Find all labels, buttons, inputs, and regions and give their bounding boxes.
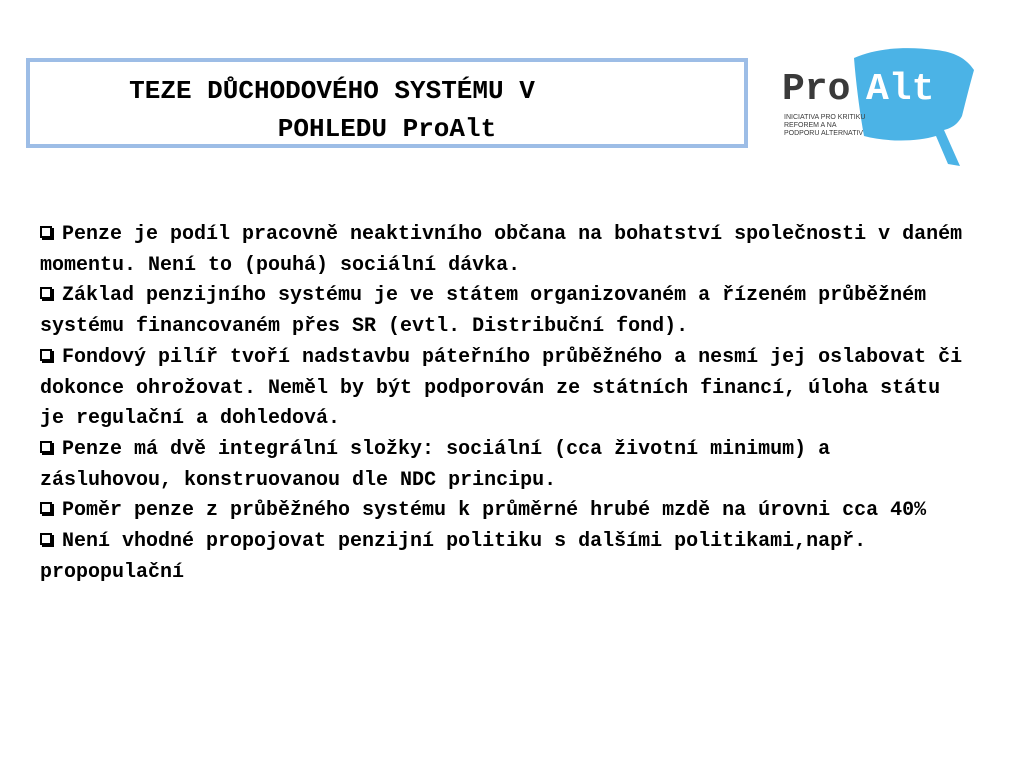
bullet-item bbox=[40, 281, 970, 342]
logo-alt-text: Alt bbox=[866, 68, 935, 111]
bullet-text: Poměr penze z průběžného systému k průměrné hrubé mzdě na úrovni cca 40% bbox=[62, 499, 927, 523]
bullet-item bbox=[40, 496, 970, 527]
slide-title-line-2: POHLEDU ProAlt bbox=[277, 114, 497, 144]
checkbox-icon bbox=[40, 226, 52, 238]
slide-title-line-1: TEZE DŮCHODOVÉHO SYSTÉMU V bbox=[129, 76, 535, 106]
checkbox-icon bbox=[40, 502, 52, 514]
bullet-item bbox=[40, 527, 970, 588]
checkbox-icon bbox=[40, 533, 52, 545]
checkbox-icon bbox=[40, 441, 52, 453]
bullet-text: Základ penzijního systému je ve státem organizovaném a řízeném průběžném systému financovaném přes SR (evtl. Distribuční fond). bbox=[40, 284, 927, 339]
logo-pro-text: Pro bbox=[782, 68, 851, 111]
title-box bbox=[26, 58, 748, 148]
bullet-item bbox=[40, 435, 970, 496]
bullet-text: Není vhodné propojovat penzijní politiku s dalšími politikami,např. propopulační bbox=[40, 530, 867, 584]
bullet-item bbox=[40, 220, 970, 281]
bullet-text: Penze má dvě integrální složky: sociální (cca životní minimum) a zásluhovou, konstruovanou dle NDC principu. bbox=[40, 437, 831, 492]
checkbox-icon bbox=[40, 349, 52, 361]
bullet-text: Penze je podíl pracovně neaktivního občana na bohatství společnosti v daném momentu. Není to (pouhá) sociální dávka. bbox=[40, 223, 963, 277]
bullet-item bbox=[40, 343, 970, 435]
proalt-logo bbox=[776, 44, 981, 169]
bullet-list bbox=[40, 220, 970, 588]
bullet-text: Fondový pilíř tvoří nadstavbu páteřního průběžného a nesmí jej oslabovat či dokonce ohrožovat. Neměl by být podporován ze státních financí, úloha státu je regulační a dohledová. bbox=[40, 345, 963, 431]
logo-tagline: INICIATIVA PRO KRITIKU REFOREM A NA PODPORU ALTERNATIV bbox=[784, 114, 866, 137]
checkbox-icon bbox=[40, 287, 52, 299]
slide-title bbox=[30, 72, 744, 148]
